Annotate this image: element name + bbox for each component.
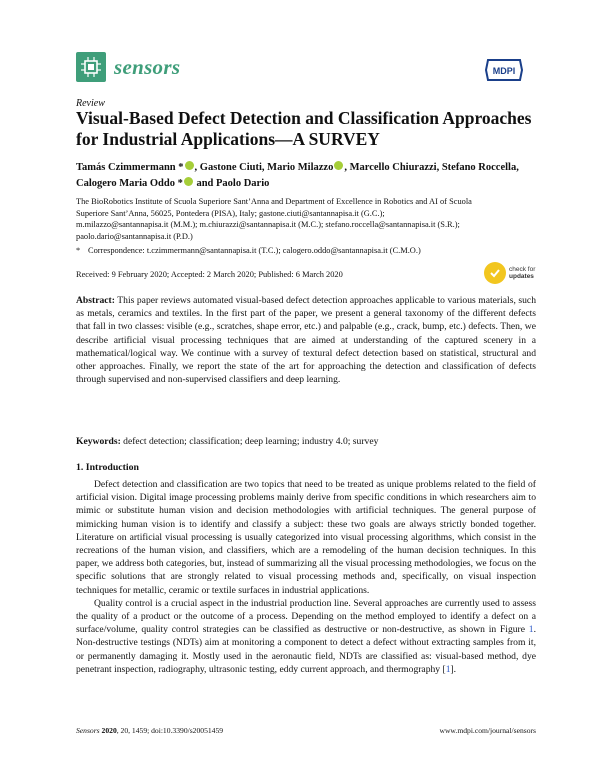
footer-citation bbox=[76, 726, 223, 735]
journal-logo-icon bbox=[76, 52, 106, 82]
journal-name: sensors bbox=[114, 54, 181, 79]
check-for-updates-badge[interactable] bbox=[484, 262, 535, 284]
figure-link[interactable]: 1 bbox=[528, 624, 534, 636]
affiliation-line: m.milazzo@santannapisa.it (M.M.); m.chiurazzi@santannapisa.it (M.C.); stefano.roccella@santannapisa.it (S.R.); bbox=[76, 220, 460, 229]
mdpi-logo-icon bbox=[484, 58, 524, 82]
author-text: , Gastone Ciuti, Mario Milazzo bbox=[194, 162, 334, 173]
footer-doi: , 20, 1459; doi:10.3390/s20051459 bbox=[116, 726, 224, 735]
author-text: , Marcello Chiurazzi, Stefano Roccella, bbox=[344, 162, 519, 173]
paragraph-text: . Non-destructive testings (NDTs) aim at monitoring a component to detect a defect without extracting samples from it, or permanently damaging it. Mostly used in the aeronautic field, NDTs are classified as: visual-based method, dye penetrant inspection, radiography, ultrasonic testing, eddy current approach, and thermography [ bbox=[76, 624, 536, 675]
section-heading: 1. Introduction bbox=[76, 462, 139, 473]
abstract bbox=[76, 294, 536, 386]
paragraph: Defect detection and classification are two topics that need to be treated as unique problems related to the field of artificial vision. Digital image processing problems mainly derive from specific conditions in which researchers aim to mimic or substitute human vision and decision methodologies with artificial techniques. The general purpose of mimicking human vision is to identify and classify a subject: these two goals are always strictly bonded together. Literature on artificial visual processing is usually categorized into visual processing algorithms, which consist in the recreations of the human vision, and classifiers, which are a remodeling of the human decision techniques. In this paper, we address both categories, but, instead of summarizing all the visual processing methodologies, we focus on the specific solutions that are strongly related to visual processing methods and, specifically, on visual inspection techniques for metallic, ceramic or textile surfaces in industrial applications. bbox=[76, 479, 536, 596]
author-text: Calogero Maria Oddo * bbox=[76, 178, 183, 189]
affiliation-line: Superiore Sant’Anna, 56025, Pontedera (PISA), Italy; gastone.ciuti@santannapisa.it (G.C.); bbox=[76, 208, 385, 218]
correspondence-text: Correspondence: t.czimmermann@santannapisa.it (T.C.); calogero.oddo@santannapisa.it (C.M.O.) bbox=[88, 246, 421, 255]
author-text: Tamás Czimmermann * bbox=[76, 162, 184, 173]
affiliation-line: paolo.dario@santannapisa.it (P.D.) bbox=[76, 231, 193, 241]
footer-year: 2020 bbox=[101, 726, 117, 735]
paragraph-text: Quality control is a crucial aspect in the industrial production line. Several approaches are currently used to assess the quality of a product or the outcome of a process. Depending on the method employed to identify a defect on a surface/volume, quality control strategies can be classified as destructive or non-destructive, as shown in Figure bbox=[76, 597, 536, 636]
keywords bbox=[76, 436, 536, 447]
author-list bbox=[76, 160, 536, 192]
abstract-label: Abstract: bbox=[76, 295, 115, 306]
author-text: and Paolo Dario bbox=[193, 178, 270, 189]
updates-line: updates bbox=[509, 273, 534, 280]
article-type: Review bbox=[76, 98, 105, 109]
paper-title: Visual-Based Defect Detection and Classification Approaches for Industrial Applications—A SURVEY bbox=[76, 108, 532, 149]
affiliation-line: The BioRobotics Institute of Scuola Superiore Sant’Anna and Department of Excellence in Robotics and AI of Scuola bbox=[76, 197, 472, 206]
orcid-icon[interactable] bbox=[185, 161, 194, 170]
journal-header bbox=[76, 52, 180, 82]
keywords-text: defect detection; classification; deep learning; industry 4.0; survey bbox=[120, 436, 379, 447]
body-text bbox=[76, 478, 536, 676]
updates-line: check for bbox=[509, 266, 536, 273]
publication-dates: Received: 9 February 2020; Accepted: 2 March 2020; Published: 6 March 2020 bbox=[76, 270, 343, 279]
paragraph-text: ]. bbox=[450, 663, 457, 675]
footer-url[interactable]: www.mdpi.com/journal/sensors bbox=[439, 726, 536, 735]
correspondence-marker: * bbox=[76, 246, 81, 255]
affiliations bbox=[76, 196, 536, 242]
correspondence bbox=[76, 246, 536, 255]
orcid-icon[interactable] bbox=[184, 177, 193, 186]
check-updates-icon bbox=[484, 262, 506, 284]
abstract-text: This paper reviews automated visual-based defect detection approaches applicable to various materials, such as metals, ceramics and textiles. In the first part of the paper, we present a general taxonomy of the different defects that fall in two classes: visible (e.g., scratches, shape error, etc.) and palpable (e.g., crack, bump, etc.) defects. Then, we describe artificial visual processing techniques that are aimed at understanding of the captured scenery in a mathematical/logical way. We continue with a survey of textural defect detection based on statistical, structural and other approaches. Finally, we report the state of the art for approaching the detection and classification of defects through supervised and non-supervised classifiers and deep learning. bbox=[76, 295, 536, 386]
keywords-label: Keywords: bbox=[76, 436, 121, 447]
footer-journal: Sensors bbox=[76, 726, 100, 735]
orcid-icon[interactable] bbox=[334, 161, 343, 170]
paragraph bbox=[76, 597, 536, 676]
citation-link[interactable]: 1 bbox=[445, 663, 451, 675]
svg-text:MDPI: MDPI bbox=[492, 66, 516, 76]
